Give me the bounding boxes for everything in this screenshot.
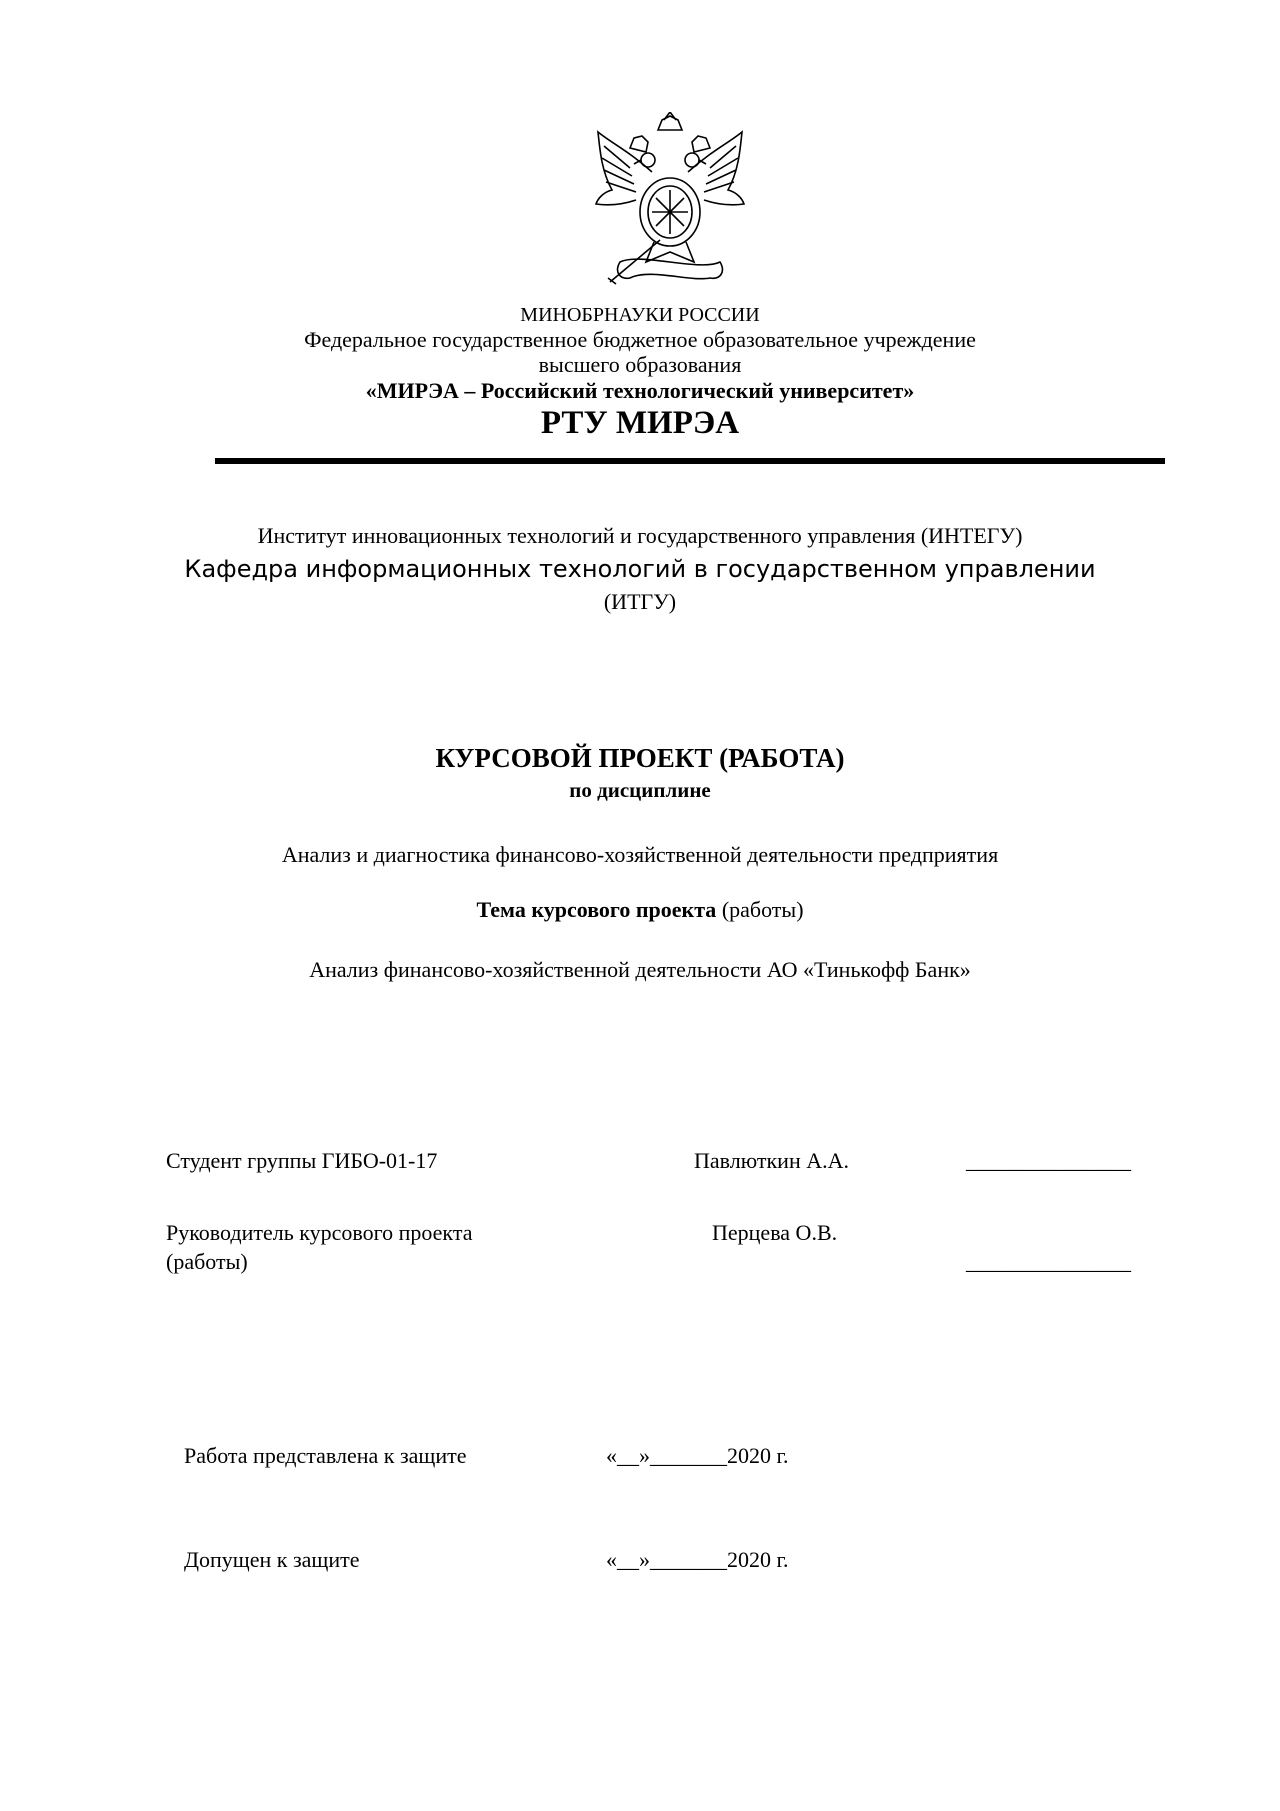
submitted-label: Работа представлена к защите: [184, 1443, 467, 1468]
supervisor-label-line1: Руководитель курсового проекта: [166, 1220, 473, 1245]
student-label: Студент группы ГИБО-01-17: [166, 1148, 438, 1173]
institution-line1: Федеральное государственное бюджетное образовательное учреждение: [304, 327, 976, 352]
institute-name: Институт инновационных технологий и государственного управления (ИНТЕГУ): [257, 523, 1023, 548]
university-short-name: РТУ МИРЭА: [540, 405, 740, 441]
discipline-label: по дисциплине: [569, 778, 711, 802]
supervisor-name: Перцева О.В.: [712, 1220, 838, 1245]
admitted-date: «__»_______2020 г.: [606, 1547, 789, 1572]
work-type-title: КУРСОВОЙ ПРОЕКТ (РАБОТА): [435, 743, 845, 773]
university-full-name: «МИРЭА – Российский технологический университет»: [365, 378, 915, 403]
ministry-name: МИНОБРНАУКИ РОССИИ: [520, 304, 760, 326]
topic-label-rest: (работы): [716, 897, 804, 922]
discipline-name: Анализ и диагностика финансово-хозяйственной деятельности предприятия: [281, 842, 999, 867]
topic-label-bold: Тема курсового проекта: [476, 897, 717, 922]
supervisor-label-line2: (работы): [166, 1249, 248, 1274]
emblem-icon: [590, 112, 750, 287]
chair-name: Кафедра информационных технологий в государственном управлении: [184, 555, 1096, 583]
institution-line2: высшего образования: [538, 352, 742, 377]
student-signature-line: _______________: [966, 1148, 1131, 1173]
header-divider: [215, 458, 1165, 464]
student-name: Павлюткин А.А.: [694, 1148, 849, 1173]
chair-abbreviation: (ИТГУ): [603, 589, 677, 614]
admitted-label: Допущен к защите: [184, 1547, 360, 1572]
submitted-date: «__»_______2020 г.: [606, 1443, 789, 1468]
topic-name: Анализ финансово-хозяйственной деятельности АО «Тинькофф Банк»: [309, 957, 971, 982]
topic-label: [0, 897, 1280, 923]
supervisor-signature-line: _______________: [966, 1249, 1131, 1274]
